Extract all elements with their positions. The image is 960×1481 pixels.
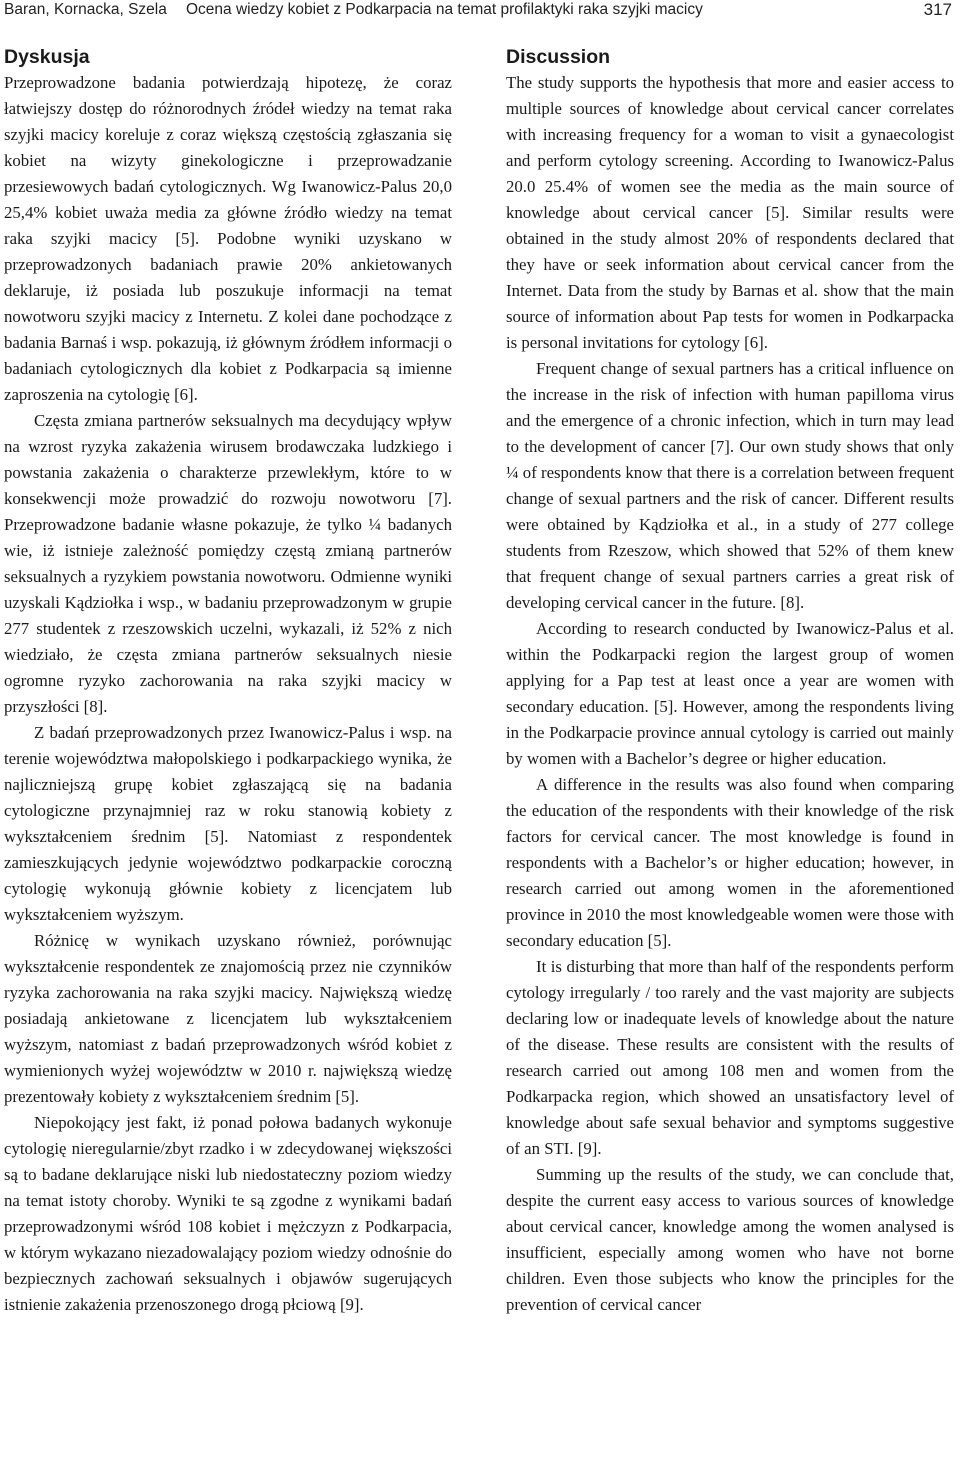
paragraph: It is disturbing that more than half of the respondents perform cytology irregularly / too rarely and the vast majority are subjects declaring low or inadequate levels of knowledge about the nature of the disease. These results are consistent with the results of research carried out among 108 men and women from the Podkarpacka region, which showed an unsatisfactory level of knowledge about safe sexual behavior and symptoms suggestive of an STI. [9]. xyxy=(506,957,954,1158)
running-header xyxy=(0,0,960,26)
paragraph: According to research conducted by Iwanowicz-Palus et al. within the Podkarpacki region the largest group of women applying for a Pap test at least once a year are women with secondary education. [5]. However, among the respondents living in the Podkarpacie province annual cytology is carried out mainly by women with a Bachelor’s degree or higher education. xyxy=(506,619,954,768)
paragraph: Częsta zmiana partnerów seksualnych ma decydujący wpływ na wzrost ryzyka zakażenia wirusem brodawczaka ludzkiego i powstania zakażenia o charakterze przewlekłym, które to w konsekwencji może prowadzić do rozwoju nowotworu [7]. Przeprowadzone badanie własne pokazuje, że tylko ¼ badanych wie, iż istnieje zależność pomiędzy częstą zmianą partnerów seksualnych a ryzykiem powstania nowotworu. Odmienne wyniki uzyskali Kądziołka i wsp., w badaniu przeprowadzonym w grupie 277 studentek z rzeszowskich uczelni, wykazali, iż 52% z nich wiedziało, że częsta zmiana partnerów seksualnych niesie ogromne ryzyko zachorowania na raka szyjki macicy w przyszłości [8]. xyxy=(4,411,452,716)
paragraph: Przeprowadzone badania potwierdzają hipotezę, że coraz łatwiejszy dostęp do różnorodnych źródeł wiedzy na temat raka szyjki macicy koreluje z coraz większą częstością zgłaszania się kobiet na wizyty ginekologiczne i przeprowadzanie przesiewowych badań cytologicznych. Wg Iwanowicz-Palus 20,0 25,4% kobiet uważa media za główne źródło wiedzy na temat raka szyjki macicy [5]. Podobne wyniki uzyskano w przeprowadzonych badaniach prawie 20% ankietowanych deklaruje, iż posiada lub poszukuje informacji na temat nowotworu szyjki macicy z Internetu. Z kolei dane pochodzące z badania Barnaś i wsp. pokazują, iż głównym źródłem informacji o badaniach cytologicznych dla kobiet z Podkarpacia są imienne zaproszenia na cytologię [6]. xyxy=(4,73,452,404)
paragraph: Summing up the results of the study, we can conclude that, despite the current easy access to various sources of knowledge about cervical cancer, knowledge among the women analysed is insufficient, especially among women who have not borne children. Even those subjects who know the principles for the prevention of cervical cancer xyxy=(506,1165,954,1314)
english-column xyxy=(506,44,954,1318)
paragraph: Różnicę w wynikach uzyskano również, porównując wykształcenie respondentek ze znajomością przez nie czynników ryzyka zachorowania na raka szyjki macicy. Największą wiedzę posiadają ankietowane z licencjatem lub wykształceniem wyższym, natomiast z badań przeprowadzonych wśród kobiet z wymienionych wyżej województw w 2010 r. największą wiedzę prezentowały kobiety z wykształceniem średnim [5]. xyxy=(4,931,452,1106)
header-authors: Baran, Kornacka, Szela xyxy=(4,1,167,18)
section-heading-english: Discussion xyxy=(506,46,611,68)
paragraph: Niepokojący jest fakt, iż ponad połowa badanych wykonuje cytologię nieregularnie/zbyt rzadko i w zdecydowanej większości są to badane deklarujące niski lub niedostateczny poziom wiedzy na temat istoty choroby. Wyniki te są zgodne z wynikami badań przeprowadzonymi wśród 108 kobiet i mężczyzn z Podkarpacia, w którym wykazano niezadowalający poziom wiedzy odnośnie do bezpiecznych zachowań seksualnych i objawów sugerujących istnienie zakażenia przenoszonego drogą płciową [9]. xyxy=(4,1113,452,1314)
polish-column xyxy=(4,44,452,1318)
section-heading-polish: Dyskusja xyxy=(4,46,90,68)
header-title: Ocena wiedzy kobiet z Podkarpacia na temat profilaktyki raka szyjki macicy xyxy=(186,1,703,18)
paragraph: Frequent change of sexual partners has a critical influence on the increase in the risk of infection with human papilloma virus and the emergence of a chronic infection, which in turn may lead to the development of cancer [7]. Our own study shows that only ¼ of respondents know that there is a correlation between frequent change of sexual partners and the risk of cancer. Different results were obtained by Kądziołka et al., in a study of 277 college students from Rzeszow, which showed that 52% of them knew that frequent change of sexual partners carries a great risk of developing cervical cancer in the future. [8]. xyxy=(506,359,954,612)
paragraph: Z badań przeprowadzonych przez Iwanowicz-Palus i wsp. na terenie województwa małopolskiego i podkarpackiego wynika, że najliczniejszą grupę kobiet zgłaszającą się na badania cytologiczne przynajmniej raz w roku stanowią kobiety z wykształceniem średnim [5]. Natomiast z respondentek zamieszkujących jedynie województwo podkarpackie coroczną cytologię wykonują głównie kobiety z licencjatem lub wykształceniem wyższym. xyxy=(4,723,452,924)
page-number: 317 xyxy=(923,0,952,19)
paragraph: A difference in the results was also found when comparing the education of the respondents with their knowledge of the risk factors for cervical cancer. The most knowledge is found in respondents with a Bachelor’s or higher education; however, in research carried out among women in the aforementioned province in 2010 the most knowledgeable women were those with secondary education [5]. xyxy=(506,775,954,950)
paragraph: The study supports the hypothesis that more and easier access to multiple sources of knowledge about cervical cancer correlates with increasing frequency for a woman to visit a gynaecologist and perform cytology screening. According to Iwanowicz-Palus 20.0 25.4% of women see the media as the main source of knowledge about cervical cancer [5]. Similar results were obtained in the study almost 20% of respondents declared that they have or seek information about cervical cancer from the Internet. Data from the study by Barnas et al. show that the main source of information about Pap tests for women in Podkarpacka is personal invitations for cytology [6]. xyxy=(506,73,954,352)
